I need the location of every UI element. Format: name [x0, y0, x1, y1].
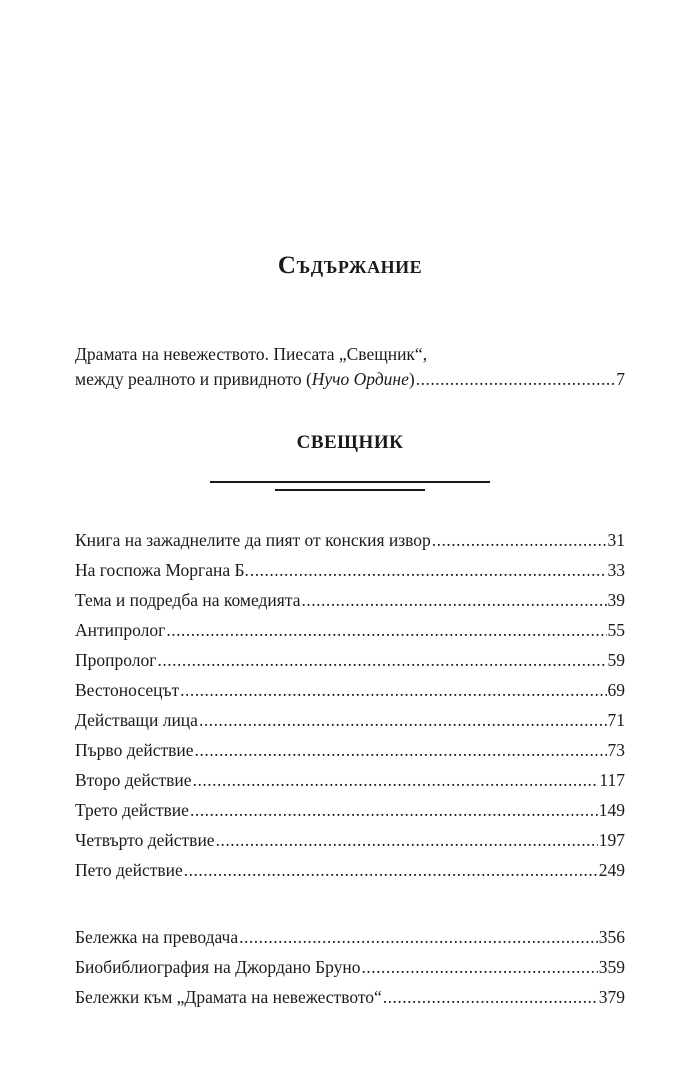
toc-entry-page: 359	[598, 957, 625, 977]
toc-entry[interactable]	[75, 615, 625, 645]
toc-entry[interactable]	[75, 952, 625, 982]
dot-leader	[383, 982, 598, 1012]
toc-entry-page: 117	[599, 770, 625, 790]
intro-entry-line1: Драмата на невежеството. Пиесата „Свещник“,	[75, 344, 428, 364]
toc-entry-page: 33	[607, 560, 625, 580]
intro-entry-line2	[75, 367, 625, 392]
toc-list	[75, 525, 625, 885]
toc-entry[interactable]	[75, 555, 625, 585]
toc-entry-title: Тема и подредба на комедията	[75, 590, 301, 610]
toc-entry-title: Антипролог	[75, 620, 166, 640]
back-matter-list	[75, 922, 625, 1012]
toc-entry-page: 71	[607, 710, 625, 730]
dot-leader	[250, 555, 607, 585]
dot-leader	[193, 765, 599, 795]
dot-leader	[180, 675, 606, 705]
dot-leader	[157, 645, 606, 675]
dot-leader	[190, 795, 598, 825]
toc-entry-title: Книга на зажаднелите да пият от конския извор	[75, 530, 431, 550]
toc-entry-title: Действащи лица	[75, 710, 198, 730]
toc-entry-page: 249	[598, 860, 625, 880]
dot-leader	[416, 367, 616, 392]
dot-leader	[432, 525, 607, 555]
intro-entry-page: 7	[616, 369, 625, 389]
toc-entry[interactable]	[75, 705, 625, 735]
toc-entry-page: 69	[607, 680, 625, 700]
toc-entry-page: 59	[607, 650, 625, 670]
toc-entry-title: Пето действие	[75, 860, 183, 880]
toc-entry-title: Второ действие	[75, 770, 192, 790]
toc-entry-title: Трето действие	[75, 800, 189, 820]
toc-entry-page: 379	[598, 987, 625, 1007]
dot-leader	[362, 952, 598, 982]
toc-entry-title: Четвърто действие	[75, 830, 215, 850]
divider-short	[275, 489, 425, 491]
toc-entry-title: Бележка на преводача	[75, 927, 239, 947]
toc-entry[interactable]	[75, 675, 625, 705]
divider-long	[210, 481, 490, 483]
toc-entry-title: Първо действие	[75, 740, 194, 760]
toc-entry[interactable]	[75, 765, 625, 795]
toc-entry[interactable]	[75, 735, 625, 765]
dot-leader	[195, 735, 607, 765]
intro-entry-author: Нучо Ордине	[311, 369, 409, 389]
toc-entry[interactable]	[75, 825, 625, 855]
toc-entry-title: Вестоносецът	[75, 680, 180, 700]
toc-entry[interactable]	[75, 855, 625, 885]
toc-entry[interactable]	[75, 525, 625, 555]
dot-leader	[239, 922, 598, 952]
page-title: Съдържание	[277, 252, 423, 279]
dot-leader	[199, 705, 607, 735]
dot-leader	[216, 825, 598, 855]
toc-entry-page: 55	[607, 620, 625, 640]
toc-entry-title: Бележки към „Драмата на невежеството“	[75, 987, 382, 1007]
section-title: СВЕЩНИК	[296, 432, 404, 453]
toc-entry-page: 39	[607, 590, 625, 610]
toc-entry[interactable]	[75, 982, 625, 1012]
toc-entry[interactable]	[75, 922, 625, 952]
toc-entry[interactable]	[75, 645, 625, 675]
dot-leader	[184, 855, 598, 885]
toc-entry-title: На госпожа Моргана Б.	[75, 560, 249, 580]
intro-entry-title: между реалното и привидното (Нучо Ордине)	[75, 369, 415, 389]
toc-entry-title: Пропролог	[75, 650, 157, 670]
toc-entry[interactable]	[75, 585, 625, 615]
toc-entry-page: 31	[607, 530, 625, 550]
dot-leader	[301, 585, 606, 615]
toc-entry-page: 73	[607, 740, 625, 760]
toc-entry[interactable]	[75, 795, 625, 825]
toc-entry-page: 197	[598, 830, 625, 850]
dot-leader	[166, 615, 606, 645]
toc-entry-title: Биобиблиография на Джордано Бруно	[75, 957, 361, 977]
toc-entry-page: 149	[598, 800, 625, 820]
toc-entry-page: 356	[598, 927, 625, 947]
intro-entry[interactable]	[75, 342, 625, 392]
